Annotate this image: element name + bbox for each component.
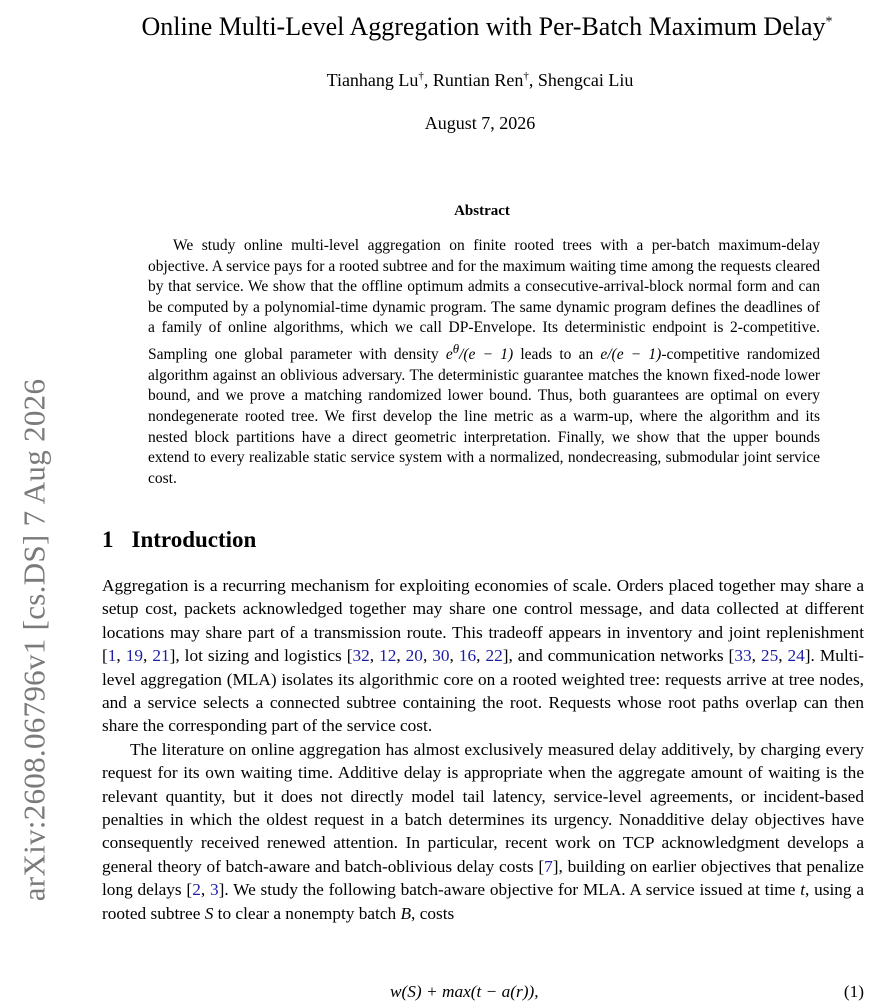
- equation-1: [102, 982, 864, 1006]
- author-footnote-mark: †: [523, 70, 529, 82]
- ratio-formula: e/(e − 1): [600, 346, 662, 364]
- equation-number: (1): [843, 982, 864, 1001]
- math-variable: t: [800, 880, 805, 900]
- title-text: Online Multi-Level Aggregation with Per-Batch Maximum Delay: [141, 12, 826, 41]
- author-list: Tianhang Lu†, Runtian Ren†, Shengcai Liu: [326, 70, 634, 90]
- body-text: ]. Multi-level aggregation (MLA) isolates its algorithmic core on a rooted weighted tree: requests arrive at tree nodes, and a service selects a connected subtree containing the root. Requests whose root paths overlap can then share the corresponding part of the service cost.: [102, 646, 865, 736]
- citation-link[interactable]: 33: [734, 646, 752, 666]
- abstract-text: leads to an: [513, 346, 601, 364]
- intro-paragraph: The literature on online aggregation has almost exclusively measured delay additively, by charging every request for its own waiting time. Additive delay is appropriate when the aggregate amount of waiting is the relevant quantity, but it does not directly model tail latency, service-level agreements, or incident-based penalties in which the oldest request in a batch determines its urgency. Nonadditive delay objectives have consequently received renewed attention. In particular, recent work on TCP acknowledgment develops a general theory of batch-aware and batch-oblivious delay costs [7], building on earlier objectives that penalize long delays [2, 3]. We study the following batch-aware objective for MLA. A service issued at time t, using a rooted subtree S to clear a nonempty batch B, costs: [102, 739, 865, 923]
- abstract-paragraph: [148, 236, 820, 489]
- citation-link[interactable]: 19: [125, 646, 143, 666]
- body-text: , using a rooted subtree: [102, 880, 865, 923]
- body-text: Aggregation is a recurring mechanism for exploiting economies of scale. Orders placed together may share a setup cost, packets acknowledged together may share one control message, and data collected at different locations may share part of a transmission route. This tradeoff appears in inventory and joint replenishment [: [102, 576, 864, 666]
- citation-link[interactable]: 21: [152, 646, 170, 666]
- citation-link[interactable]: 12: [379, 646, 397, 666]
- density-formula: $e^\theta/(e - 1)$: [445, 340, 514, 364]
- author-name: Runtian Ren: [432, 70, 524, 90]
- body-text: ]. We study the following batch-aware objective for MLA. A service issued at time: [218, 880, 801, 900]
- citation-link[interactable]: 30: [432, 646, 450, 666]
- abstract-text: We study online multi-level aggregation on finite rooted trees with a per-batch maximum-delay objective. A service pays for a rooted subtree and for the maximum waiting time among the requests cleared by that service. We show that the offline optimum admits a consecutive-arrival-block normal form and can be computed by a polynomial-time dynamic program. The same dynamic program defines the deadlines of a family of online algorithms, which we call DP-Envelope. Its deterministic endpoint is 2-competitive. Sampling one global parameter with density: [148, 237, 820, 364]
- author-name: Tianhang Lu: [326, 70, 419, 90]
- abstract-text: -competitive randomized algorithm against an oblivious adversary. The deterministic guarantee matches the known fixed-node lower bound, and we prove a matching randomized lower bound. Thus, both guarantees are optimal on every nondegenerate rooted tree. We first develop the line metric as a warm-up, where the algorithm and its nested block partitions have a direct geometric interpretation. Finally, we show that the upper bounds extend to every realizable static service system with a normalized, nondecreasing, submodular joint service cost.: [148, 346, 820, 487]
- abstract-body: [148, 236, 820, 489]
- citation-link[interactable]: 32: [352, 646, 370, 666]
- citation-link[interactable]: 3: [209, 880, 219, 900]
- equation-expression: w(S) + max(t − a(r)),: [390, 982, 539, 1001]
- arxiv-sidebar-stamp: [8, 340, 60, 940]
- citation-link[interactable]: 1: [107, 646, 117, 666]
- math-variable: B: [400, 903, 412, 923]
- math-variable: S: [204, 903, 214, 923]
- introduction-body: [102, 574, 864, 925]
- body-text: ], lot sizing and logistics [: [169, 646, 353, 666]
- citation-link[interactable]: 22: [485, 646, 503, 666]
- body-text: ], building on earlier objectives that penalize long delays [: [102, 856, 864, 900]
- section-title: Introduction: [131, 527, 257, 552]
- citation-link[interactable]: 25: [760, 646, 779, 666]
- arxiv-identifier: arXiv:2608.06796v1 [cs.DS] 7 Aug 2026: [16, 378, 52, 902]
- title-footnote-mark: *: [825, 14, 833, 30]
- citation-link[interactable]: 24: [787, 646, 805, 666]
- citation-link[interactable]: 20: [405, 646, 423, 666]
- paper-title: [102, 12, 872, 42]
- section-heading: [102, 527, 256, 553]
- citation-link[interactable]: 7: [544, 856, 553, 876]
- body-text: , costs: [411, 903, 455, 923]
- abstract-heading: Abstract: [454, 203, 510, 219]
- author-name: Shengcai Liu: [537, 70, 634, 90]
- body-text: to clear a nonempty batch: [213, 903, 401, 923]
- intro-paragraph: Aggregation is a recurring mechanism for exploiting economies of scale. Orders placed together may share a setup cost, packets acknowledged together may share one control message, and data collected at different locations may share part of a transmission route. This tradeoff appears in inventory and joint replenishment [1, 19, 21], lot sizing and logistics [32, 12, 20, 30, 16, 22], and communication networks [33, 25, 24]. Multi-level aggregation (MLA) isolates its algorithmic core on a rooted weighted tree: requests arrive at tree nodes, and a service selects a connected subtree containing the root. Requests whose root paths overlap can then share the corresponding part of the service cost.: [102, 576, 865, 736]
- author-footnote-mark: †: [418, 70, 424, 82]
- paper-date: August 7, 2026: [424, 113, 536, 133]
- section-number: 1: [102, 527, 114, 552]
- body-text: ], and communication networks [: [502, 646, 735, 666]
- body-text: The literature on online aggregation has almost exclusively measured delay additively, by charging every request for its own waiting time. Additive delay is appropriate when the aggregate amount of waiting is the relevant quantity, but it does not directly model tail latency, service-level agreements, or incident-based penalties in which the oldest request in a batch determines its urgency. Nonadditive delay objectives have consequently received renewed attention. In particular, recent work on TCP acknowledgment develops a general theory of batch-aware and batch-oblivious delay costs [: [102, 739, 864, 876]
- citation-link[interactable]: 2: [192, 880, 201, 900]
- citation-link[interactable]: 16: [458, 646, 477, 666]
